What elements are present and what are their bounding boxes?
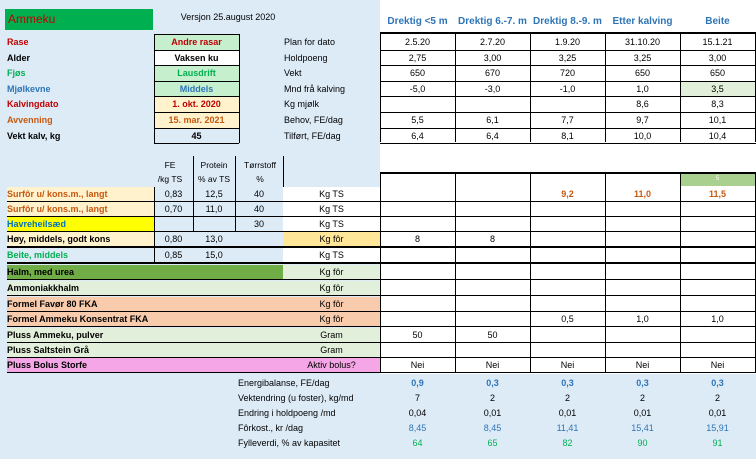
feed-amount[interactable]: 50 <box>487 330 498 340</box>
plan-value: 15.1.21 <box>702 37 733 47</box>
feed-amount[interactable] <box>380 281 455 296</box>
feed-amount[interactable] <box>605 232 680 247</box>
feed-name: Surfôr u/ kons.m., langt <box>7 202 154 217</box>
feed-name: Surfôr u/ kons.m., langt <box>7 187 154 202</box>
result-value: 15,41 <box>631 423 654 433</box>
feed-amount[interactable] <box>530 297 605 312</box>
feed-amount[interactable] <box>680 343 755 358</box>
grid-line <box>605 172 606 373</box>
result-value: 2 <box>639 393 645 403</box>
plan-value: 3,5 <box>680 82 755 98</box>
feed-ts[interactable]: 40 <box>253 204 264 214</box>
feed-amount[interactable] <box>680 297 755 312</box>
period-header: Beite <box>705 16 730 27</box>
param-value[interactable]: Andre rasar <box>154 35 239 51</box>
feed-ts[interactable]: 40 <box>253 189 264 199</box>
feed-amount[interactable] <box>680 265 755 280</box>
param-value[interactable]: Vaksen ku <box>154 51 239 67</box>
feed-amount[interactable] <box>680 248 755 263</box>
plan-value: 1,0 <box>636 83 649 94</box>
grid-line <box>530 172 531 373</box>
feed-amount[interactable] <box>605 265 680 280</box>
feed-ts[interactable]: 30 <box>253 219 264 229</box>
plan-value: 2.5.20 <box>404 37 431 47</box>
plan-value: 2.7.20 <box>479 37 506 47</box>
result-label: Vektendring (u foster), kg/md <box>238 393 354 403</box>
plan-label: Kg mjølk <box>284 99 320 110</box>
result-label: Endring i holdpoeng /md <box>238 408 336 418</box>
plan-value <box>530 97 605 113</box>
plan-value: 3,25 <box>558 52 577 63</box>
feed-amount[interactable] <box>455 281 530 296</box>
grid-line <box>680 32 681 142</box>
grid-line <box>154 128 239 129</box>
feed-unit: Gram <box>283 343 380 358</box>
feed-amount[interactable]: 0,5 <box>561 314 574 324</box>
feed-unit: Kg TS <box>283 248 380 263</box>
feed-name: Formel Favør 80 FKA <box>7 297 283 312</box>
period-header: Drektig <5 m <box>387 16 448 27</box>
period-header: Etter kalving <box>612 16 673 27</box>
plan-value: 1.9.20 <box>554 37 581 47</box>
grid-line <box>154 65 239 66</box>
result-value: 64 <box>412 438 423 448</box>
plan-value <box>380 97 455 113</box>
grid-line <box>7 279 756 280</box>
feed-name: Havreheilsæd <box>7 217 154 232</box>
feed-amount[interactable] <box>605 202 680 217</box>
feed-amount[interactable] <box>530 343 605 358</box>
result-value: 0,01 <box>483 408 502 418</box>
param-value[interactable]: Middels <box>154 82 239 98</box>
feed-amount[interactable] <box>455 248 530 263</box>
grid-line <box>455 172 456 373</box>
feed-amount[interactable] <box>680 232 755 247</box>
plan-value: -1,0 <box>559 83 576 94</box>
feed-amount[interactable] <box>530 202 605 217</box>
grid-line <box>7 326 756 327</box>
feed-amount[interactable] <box>455 312 530 327</box>
result-value: 0,9 <box>411 378 424 388</box>
feed-amount[interactable] <box>455 202 530 217</box>
param-value[interactable]: 15. mar. 2021 <box>154 113 239 129</box>
grid-line <box>380 32 381 142</box>
feed-unit: Kg TS <box>283 217 380 232</box>
feed-amount[interactable] <box>530 328 605 343</box>
plan-value: 670 <box>484 68 501 79</box>
feed-ts[interactable] <box>235 232 283 247</box>
param-value[interactable]: 45 <box>154 129 239 145</box>
plan-value: 3,25 <box>633 52 652 63</box>
feed-amount[interactable]: 11,0 <box>633 189 652 199</box>
plan-label: Vekt <box>284 68 302 79</box>
version-label: Versjon 25.august 2020 <box>180 12 276 22</box>
feed-amount[interactable] <box>680 202 755 217</box>
result-label: Fylleverdi, % av kapasitet <box>238 438 341 448</box>
feed-unit: Kg fôr <box>283 265 380 280</box>
feed-amount[interactable] <box>680 328 755 343</box>
feed-amount[interactable] <box>605 297 680 312</box>
result-value: 90 <box>637 438 648 448</box>
small-mark: 5 <box>680 172 755 186</box>
result-value: 0,3 <box>711 378 724 388</box>
grid-line <box>154 187 155 262</box>
plan-value: 10,4 <box>708 130 727 141</box>
plan-value: 650 <box>409 68 426 79</box>
result-label: Energibalanse, FE/dag <box>238 378 330 388</box>
app-title: Ammeku <box>5 9 153 30</box>
result-value: 15,91 <box>706 423 729 433</box>
plan-label: Mnd frå kalving <box>284 83 346 94</box>
result-value: 0,04 <box>408 408 427 418</box>
feed-amount[interactable]: Nei <box>710 360 725 370</box>
feed-amount[interactable]: Nei <box>560 360 575 370</box>
plan-value: 10,1 <box>708 115 727 125</box>
grid-line <box>7 262 756 264</box>
feed-amount[interactable] <box>455 217 530 232</box>
feed-name: Pluss Saltstein Grå <box>7 343 283 358</box>
feed-amount[interactable] <box>380 297 455 312</box>
result-value: 7 <box>414 393 420 403</box>
plan-value: 9,7 <box>636 115 649 125</box>
plan-value: 6,4 <box>486 130 499 141</box>
result-value: 0,01 <box>558 408 577 418</box>
plan-label: Tilført, FE/dag <box>284 130 341 141</box>
grid-line <box>154 96 239 97</box>
param-label: Fjøs <box>7 68 26 79</box>
feed-amount[interactable]: 50 <box>412 330 423 340</box>
feed-amount[interactable] <box>380 202 455 217</box>
result-value: 0,3 <box>561 378 574 388</box>
feed-amount[interactable]: 8 <box>414 234 420 244</box>
feed-amount[interactable] <box>605 217 680 232</box>
protein-header: Protein % av TS <box>198 160 230 184</box>
param-label: Kalvingdato <box>7 99 59 110</box>
feed-amount[interactable]: 1,0 <box>711 314 724 324</box>
plan-value: -3,0 <box>484 83 501 94</box>
grid-line <box>380 143 756 144</box>
feed-amount[interactable] <box>605 328 680 343</box>
plan-value: 6,1 <box>486 115 499 125</box>
feed-amount[interactable]: 8 <box>489 234 495 244</box>
feed-unit: Gram <box>283 328 380 343</box>
grid-line <box>154 50 239 51</box>
feed-amount[interactable] <box>380 265 455 280</box>
grid-line <box>154 81 239 82</box>
feed-name: Beite, middels <box>7 248 154 263</box>
plan-value: 10,0 <box>633 130 652 141</box>
param-label: Avvenning <box>7 115 53 125</box>
feed-name: Høy, middels, godt kons <box>7 232 154 247</box>
feed-amount[interactable] <box>530 248 605 263</box>
feed-amount[interactable] <box>530 232 605 247</box>
grid-line <box>680 172 681 373</box>
feed-amount[interactable]: 9,2 <box>561 189 574 199</box>
feed-amount[interactable]: Nei <box>485 360 500 370</box>
plan-label: Behov, FE/dag <box>284 115 343 125</box>
feed-amount[interactable] <box>530 281 605 296</box>
grid-line <box>154 112 239 113</box>
feed-fe[interactable]: 0,80 <box>164 234 183 244</box>
plan-value: 8,6 <box>636 99 649 110</box>
feed-name: Ammoniakkhalm <box>7 281 283 296</box>
result-value: 0,01 <box>708 408 727 418</box>
result-value: 2 <box>489 393 495 403</box>
plan-label: Holdpoeng <box>284 52 328 63</box>
grid-line <box>7 295 756 296</box>
grid-line <box>605 32 606 142</box>
feed-amount[interactable] <box>680 281 755 296</box>
result-value: 65 <box>487 438 498 448</box>
feed-amount[interactable] <box>380 343 455 358</box>
feed-name: Halm, med urea <box>7 265 283 280</box>
result-value: 0,3 <box>636 378 649 388</box>
feed-fe[interactable] <box>154 217 193 232</box>
feed-amount[interactable] <box>380 312 455 327</box>
result-label: Fôrkost., kr /dag <box>238 423 304 433</box>
plan-value: 6,4 <box>411 130 424 141</box>
feed-protein[interactable] <box>193 217 235 232</box>
plan-label: Plan for dato <box>284 37 336 47</box>
feed-name: Pluss Ammeku, pulver <box>7 328 283 343</box>
feed-amount[interactable] <box>380 248 455 263</box>
plan-value: 3,00 <box>483 52 502 63</box>
feed-amount[interactable]: Nei <box>635 360 650 370</box>
grid-line <box>530 32 531 142</box>
feed-amount[interactable] <box>455 187 530 202</box>
result-value: 0,01 <box>633 408 652 418</box>
plan-value: 3,00 <box>708 52 727 63</box>
result-value: 11,41 <box>556 423 579 433</box>
feed-amount[interactable] <box>530 265 605 280</box>
feed-protein[interactable]: 15,0 <box>205 250 223 260</box>
plan-value: 7,7 <box>561 115 574 125</box>
period-header: Drektig 6.-7. m <box>458 16 527 27</box>
feed-amount[interactable]: Nei <box>410 360 425 370</box>
feed-amount[interactable] <box>455 343 530 358</box>
param-label: Vekt kalv, kg <box>7 130 61 141</box>
grid-line <box>154 34 239 35</box>
feed-amount[interactable] <box>530 217 605 232</box>
feed-name: Pluss Bolus Storfe <box>7 358 283 373</box>
param-label: Alder <box>7 52 31 63</box>
feed-unit: Kg TS <box>283 202 380 217</box>
result-value: 2 <box>564 393 570 403</box>
param-label: Mjølkevne <box>7 83 51 94</box>
feed-amount[interactable] <box>455 265 530 280</box>
feed-unit: Kg fôr <box>283 232 380 247</box>
feed-amount[interactable]: 11,5 <box>708 189 727 199</box>
result-value: 0,3 <box>486 378 499 388</box>
plan-value <box>455 97 530 113</box>
feed-unit: Aktiv bolus? <box>283 358 380 373</box>
grid-line <box>239 34 240 143</box>
feed-fe[interactable]: 0,70 <box>164 204 183 214</box>
result-value: 8,45 <box>483 423 502 433</box>
plan-value: 650 <box>709 68 726 79</box>
grid-line <box>380 172 756 174</box>
plan-value: 5,5 <box>411 115 424 125</box>
feed-fe[interactable]: 0,83 <box>164 189 183 199</box>
feed-fe[interactable]: 0,85 <box>164 250 183 260</box>
result-value: 2 <box>714 393 720 403</box>
result-value: 82 <box>562 438 573 448</box>
feed-amount[interactable] <box>605 248 680 263</box>
feed-ts[interactable] <box>235 248 283 263</box>
param-value[interactable]: 1. okt. 2020 <box>154 97 239 113</box>
plan-value: 720 <box>559 68 576 79</box>
feed-amount[interactable] <box>605 281 680 296</box>
feed-unit: Kg fôr <box>283 297 380 312</box>
plan-value: 8,3 <box>711 99 724 110</box>
result-value: 8,45 <box>408 423 427 433</box>
feed-protein[interactable]: 12,5 <box>205 189 223 199</box>
feed-amount[interactable] <box>680 217 755 232</box>
grid-line <box>7 372 756 373</box>
grid-line <box>154 143 239 144</box>
result-value: 91 <box>712 438 723 448</box>
param-value[interactable]: Lausdrift <box>154 66 239 82</box>
ts-header: Tørrstoff % <box>244 160 276 184</box>
plan-value: 31.10.20 <box>624 37 661 47</box>
param-label: Rase <box>7 37 29 47</box>
feed-unit: Kg fôr <box>283 281 380 296</box>
feed-unit: Kg fôr <box>283 312 380 327</box>
plan-value: 650 <box>634 68 651 79</box>
grid-line <box>380 172 381 373</box>
feed-name: Formel Ammeku Konsentrat FKA <box>7 312 283 327</box>
period-header: Drektig 8.-9. m <box>533 16 602 27</box>
feed-protein[interactable]: 11,0 <box>205 204 223 214</box>
fe-header: FE /kg TS <box>157 160 183 184</box>
grid-line <box>380 32 756 34</box>
plan-value: 8,1 <box>561 130 574 141</box>
feed-protein[interactable]: 13,0 <box>205 234 223 244</box>
grid-line <box>455 32 456 142</box>
feed-amount[interactable] <box>380 187 455 202</box>
plan-value: 2,75 <box>408 52 427 63</box>
feed-amount[interactable] <box>455 297 530 312</box>
plan-value: -5,0 <box>409 83 426 94</box>
feed-amount[interactable] <box>605 343 680 358</box>
feed-unit: Kg TS <box>283 187 380 202</box>
feed-amount[interactable] <box>380 217 455 232</box>
feed-amount[interactable]: 1,0 <box>636 314 649 324</box>
